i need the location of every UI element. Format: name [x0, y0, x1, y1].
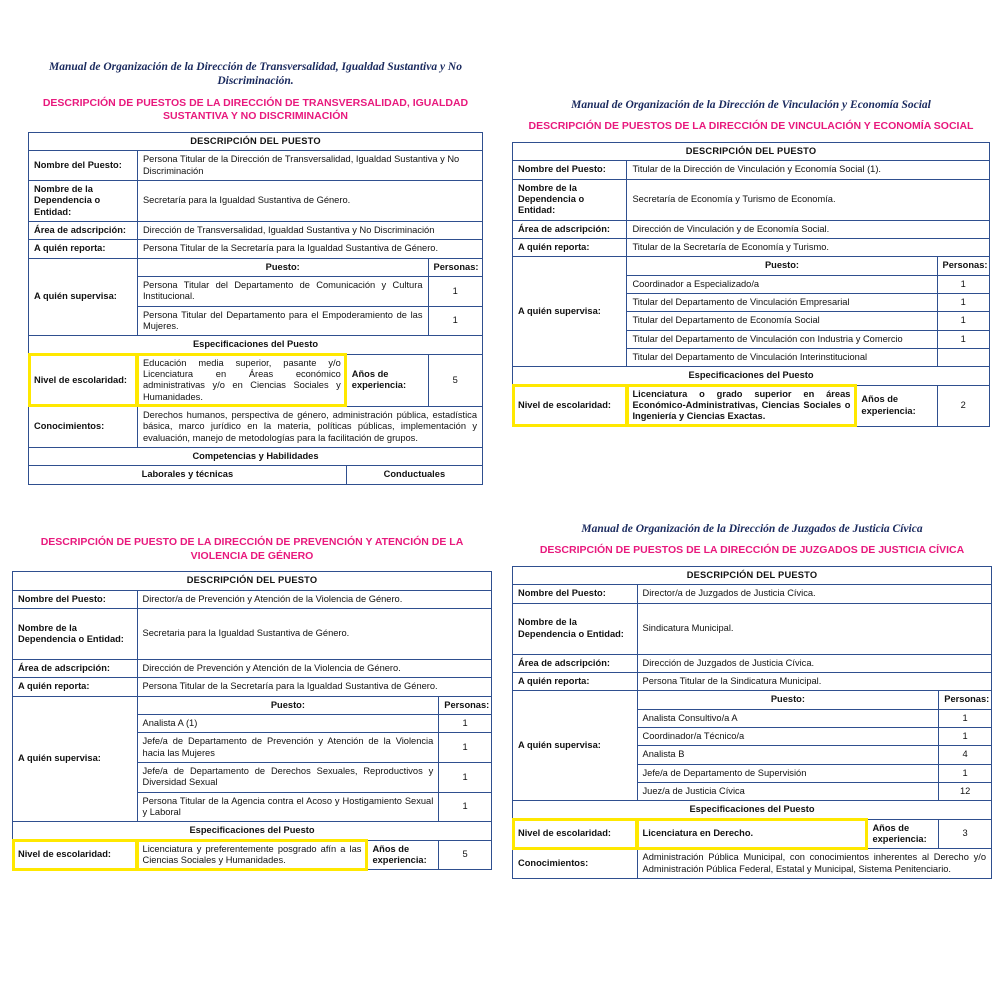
table-row	[29, 240, 483, 258]
document-top-right	[512, 98, 990, 427]
supervisa-personas: 1	[937, 330, 990, 348]
doc-subtitle-top-right: DESCRIPCIÓN DE PUESTOS DE LA DIRECCIÓN DE VINCULACIÓN Y ECONOMÍA SOCIAL	[528, 120, 974, 133]
row-label-reporta: A quién reporta:	[29, 240, 138, 258]
row-label-dependencia: Nombre de la Dependencia o Entidad:	[29, 181, 138, 222]
section-header-especificaciones: Especificaciones del Puesto	[513, 801, 992, 819]
supervisa-puesto: Jefe/a de Departamento de Supervisión	[637, 764, 939, 782]
table-row	[29, 181, 483, 222]
table-row	[513, 673, 992, 691]
table-row	[13, 696, 492, 714]
table-row	[29, 336, 483, 354]
row-value-conocimientos: Derechos humanos, perspectiva de género, administración pública, estadística básica, marco jurídico en la materia, políticas públicas, implementación y evaluación, manejo de metodologías para la facilitación de grupos.	[137, 406, 482, 447]
row-value-puesto: Director/a de Juzgados de Justicia Cívica.	[637, 585, 991, 603]
col-header-conductuales: Conductuales	[346, 466, 482, 484]
doc-subtitle-bottom-right: DESCRIPCIÓN DE PUESTOS DE LA DIRECCIÓN DE JUZGADOS DE JUSTICIA CÍVICA	[539, 544, 965, 557]
table-row	[13, 572, 492, 590]
row-label-puesto: Nombre del Puesto:	[513, 161, 627, 179]
row-value-dependencia: Secretaría de Economía y Turismo de Economía.	[627, 179, 990, 220]
doc-subtitle-top-left: DESCRIPCIÓN DE PUESTOS DE LA DIRECCIÓN DE TRANSVERSALIDAD, IGUALDAD SUSTANTIVA Y NO DISCRIMINACIÓN	[42, 96, 469, 123]
table-row	[13, 822, 492, 840]
table-row	[29, 406, 483, 447]
supervisa-personas: 1	[428, 276, 483, 306]
supervisa-personas: 1	[937, 312, 990, 330]
supervisa-puesto: Titular del Departamento de Vinculación Interinstitucional	[627, 348, 937, 366]
row-label-dependencia: Nombre de la Dependencia o Entidad:	[513, 603, 638, 654]
col-header-laborales: Laborales y técnicas	[29, 466, 347, 484]
row-value-conocimientos: Administración Pública Municipal, con conocimientos inherentes al Derecho y/o Administración Pública Federal, Estatal y Municipal, Sistema Penitenciario.	[637, 849, 991, 879]
section-header: DESCRIPCIÓN DEL PUESTO	[29, 133, 483, 151]
supervisa-personas: 4	[939, 746, 992, 764]
supervisa-personas: 1	[439, 714, 492, 732]
col-header-personas: Personas:	[439, 696, 492, 714]
row-value-puesto: Persona Titular de la Dirección de Transversalidad, Igualdad Sustantiva y No Discriminación	[137, 151, 482, 181]
section-header-especificaciones: Especificaciones del Puesto	[513, 367, 990, 385]
section-header: DESCRIPCIÓN DEL PUESTO	[513, 143, 990, 161]
supervisa-personas: 1	[439, 792, 492, 822]
supervisa-personas: 1	[939, 764, 992, 782]
supervisa-puesto: Jefe/a de Departamento de Prevención y Atención de la Violencia hacia las Mujeres	[137, 733, 439, 763]
row-value-anios: 5	[439, 840, 492, 870]
row-label-dependencia: Nombre de la Dependencia o Entidad:	[513, 179, 627, 220]
row-label-puesto: Nombre del Puesto:	[13, 590, 138, 608]
supervisa-puesto: Jefe/a de Departamento de Derechos Sexuales, Reproductivos y Diversidad Sexual	[137, 762, 439, 792]
supervisa-puesto: Juez/a de Justicia Cívica	[637, 782, 939, 800]
table-row	[513, 567, 992, 585]
row-label-escolaridad: Nivel de escolaridad:	[13, 840, 138, 870]
table-row	[513, 654, 992, 672]
supervisa-personas: 1	[439, 762, 492, 792]
row-label-reporta: A quién reporta:	[513, 673, 638, 691]
supervisa-personas: 1	[939, 709, 992, 727]
section-header-especificaciones: Especificaciones del Puesto	[13, 822, 492, 840]
row-value-anios: 2	[937, 385, 990, 426]
supervisa-puesto: Persona Titular de la Agencia contra el Acoso y Hostigamiento Sexual y Laboral	[137, 792, 439, 822]
doc-title-bottom-right: Manual de Organización de la Dirección de Juzgados de Justicia Cívica	[581, 523, 923, 535]
table-row	[513, 143, 990, 161]
supervisa-personas: 1	[939, 727, 992, 745]
doc-title-top-left: Manual de Organización de la Dirección de Transversalidad, Igualdad Sustantiva y No Discriminación.	[49, 61, 462, 88]
supervisa-personas	[937, 348, 990, 366]
table-row	[29, 151, 483, 181]
row-value-escolaridad: Licenciatura o grado superior en áreas Económico-Administrativas, Ciencias Sociales o Ingeniería y Ciencias Exactas.	[627, 385, 856, 426]
document-bottom-right	[512, 522, 992, 879]
job-description-table-bottom-left	[12, 571, 492, 870]
supervisa-puesto: Titular del Departamento de Vinculación Empresarial	[627, 293, 937, 311]
col-header-puesto: Puesto:	[137, 696, 439, 714]
supervisa-puesto: Persona Titular del Departamento de Comunicación y Cultura Institucional.	[137, 276, 428, 306]
row-value-anios: 5	[428, 354, 483, 406]
table-row	[29, 466, 483, 484]
supervisa-puesto: Persona Titular del Departamento para el Empoderamiento de las Mujeres.	[137, 306, 428, 336]
table-row	[513, 603, 992, 654]
row-label-puesto: Nombre del Puesto:	[513, 585, 638, 603]
row-label-dependencia: Nombre de la Dependencia o Entidad:	[13, 608, 138, 659]
job-description-table-top-left	[28, 132, 483, 485]
table-row	[29, 447, 483, 465]
supervisa-personas: 1	[428, 306, 483, 336]
row-value-adscripcion: Dirección de Transversalidad, Igualdad Sustantiva y No Discriminación	[137, 222, 482, 240]
row-value-dependencia: Secretaría para la Igualdad Sustantiva de Género.	[137, 181, 482, 222]
row-label-supervisa: A quién supervisa:	[13, 696, 138, 822]
job-description-table-top-right	[512, 142, 990, 427]
supervisa-puesto: Coordinador/a Técnico/a	[637, 727, 939, 745]
row-value-reporta: Titular de la Secretaría de Economía y Turismo.	[627, 238, 990, 256]
row-value-escolaridad: Licenciatura en Derecho.	[637, 819, 867, 849]
table-row	[13, 590, 492, 608]
row-label-adscripcion: Área de adscripción:	[513, 654, 638, 672]
section-header-especificaciones: Especificaciones del Puesto	[29, 336, 483, 354]
row-label-adscripcion: Área de adscripción:	[513, 220, 627, 238]
supervisa-puesto: Analista Consultivo/a A	[637, 709, 939, 727]
table-row	[513, 801, 992, 819]
row-label-conocimientos: Conocimientos:	[29, 406, 138, 447]
row-label-escolaridad: Nivel de escolaridad:	[29, 354, 138, 406]
col-header-puesto: Puesto:	[137, 258, 428, 276]
supervisa-personas: 1	[937, 293, 990, 311]
row-value-adscripcion: Dirección de Vinculación y de Economía Social.	[627, 220, 990, 238]
row-label-anios: Años de experiencia:	[867, 819, 939, 849]
row-label-supervisa: A quién supervisa:	[513, 257, 627, 367]
table-row	[513, 179, 990, 220]
document-bottom-left	[12, 536, 492, 870]
section-header-competencias: Competencias y Habilidades	[29, 447, 483, 465]
row-value-adscripcion: Dirección de Juzgados de Justicia Cívica.	[637, 654, 991, 672]
document-top-left	[28, 60, 483, 485]
table-row	[513, 385, 990, 426]
row-value-dependencia: Secretaria para la Igualdad Sustantiva de Género.	[137, 608, 491, 659]
row-label-anios: Años de experiencia:	[346, 354, 428, 406]
section-header: DESCRIPCIÓN DEL PUESTO	[513, 567, 992, 585]
row-value-adscripcion: Dirección de Prevención y Atención de la Violencia de Género.	[137, 659, 491, 677]
row-label-anios: Años de experiencia:	[367, 840, 439, 870]
row-label-escolaridad: Nivel de escolaridad:	[513, 385, 627, 426]
row-label-puesto: Nombre del Puesto:	[29, 151, 138, 181]
row-value-anios: 3	[939, 819, 992, 849]
section-header: DESCRIPCIÓN DEL PUESTO	[13, 572, 492, 590]
doc-subtitle-bottom-left: DESCRIPCIÓN DE PUESTO DE LA DIRECCIÓN DE PREVENCIÓN Y ATENCIÓN DE LA VIOLENCIA DE GÉNERO	[40, 536, 464, 562]
table-row	[513, 849, 992, 879]
job-description-table-bottom-right	[512, 566, 992, 879]
row-value-escolaridad: Licenciatura y preferentemente posgrado afín a las Ciencias Sociales y Humanidades.	[137, 840, 367, 870]
table-row	[13, 659, 492, 677]
table-row	[513, 691, 992, 709]
row-label-reporta: A quién reporta:	[13, 678, 138, 696]
col-header-personas: Personas:	[428, 258, 483, 276]
row-label-adscripcion: Área de adscripción:	[29, 222, 138, 240]
doc-title-top-right: Manual de Organización de la Dirección de Vinculación y Economía Social	[571, 99, 931, 111]
supervisa-puesto: Analista B	[637, 746, 939, 764]
table-row	[13, 678, 492, 696]
supervisa-puesto: Analista A (1)	[137, 714, 439, 732]
table-row	[513, 220, 990, 238]
table-row	[29, 354, 483, 406]
table-row	[513, 819, 992, 849]
table-row	[513, 367, 990, 385]
table-row	[513, 238, 990, 256]
row-label-supervisa: A quién supervisa:	[29, 258, 138, 336]
row-value-reporta: Persona Titular de la Sindicatura Municipal.	[637, 673, 991, 691]
row-value-escolaridad: Educación media superior, pasante y/o Licenciatura en Áreas económico administrativas y/o en Ciencias Sociales y Humanidades.	[137, 354, 346, 406]
table-row	[29, 222, 483, 240]
supervisa-personas: 1	[439, 733, 492, 763]
supervisa-puesto: Coordinador a Especializado/a	[627, 275, 937, 293]
table-row	[513, 257, 990, 275]
row-label-escolaridad: Nivel de escolaridad:	[513, 819, 638, 849]
table-row	[13, 608, 492, 659]
supervisa-puesto: Titular del Departamento de Vinculación con Industria y Comercio	[627, 330, 937, 348]
supervisa-puesto: Titular del Departamento de Economía Social	[627, 312, 937, 330]
col-header-personas: Personas:	[939, 691, 992, 709]
supervisa-personas: 1	[937, 275, 990, 293]
row-value-dependencia: Sindicatura Municipal.	[637, 603, 991, 654]
row-value-puesto: Director/a de Prevención y Atención de la Violencia de Género.	[137, 590, 491, 608]
col-header-personas: Personas:	[937, 257, 990, 275]
row-value-reporta: Persona Titular de la Secretaría para la Igualdad Sustantiva de Género.	[137, 240, 482, 258]
row-value-puesto: Titular de la Dirección de Vinculación y Economía Social (1).	[627, 161, 990, 179]
row-label-anios: Años de experiencia:	[856, 385, 937, 426]
row-label-reporta: A quién reporta:	[513, 238, 627, 256]
table-row	[29, 258, 483, 276]
row-label-conocimientos: Conocimientos:	[513, 849, 638, 879]
col-header-puesto: Puesto:	[627, 257, 937, 275]
col-header-puesto: Puesto:	[637, 691, 939, 709]
supervisa-personas: 12	[939, 782, 992, 800]
row-label-supervisa: A quién supervisa:	[513, 691, 638, 801]
table-row	[513, 585, 992, 603]
row-label-adscripcion: Área de adscripción:	[13, 659, 138, 677]
row-value-reporta: Persona Titular de la Secretaría para la Igualdad Sustantiva de Género.	[137, 678, 491, 696]
table-row	[29, 133, 483, 151]
table-row	[513, 161, 990, 179]
table-row	[13, 840, 492, 870]
